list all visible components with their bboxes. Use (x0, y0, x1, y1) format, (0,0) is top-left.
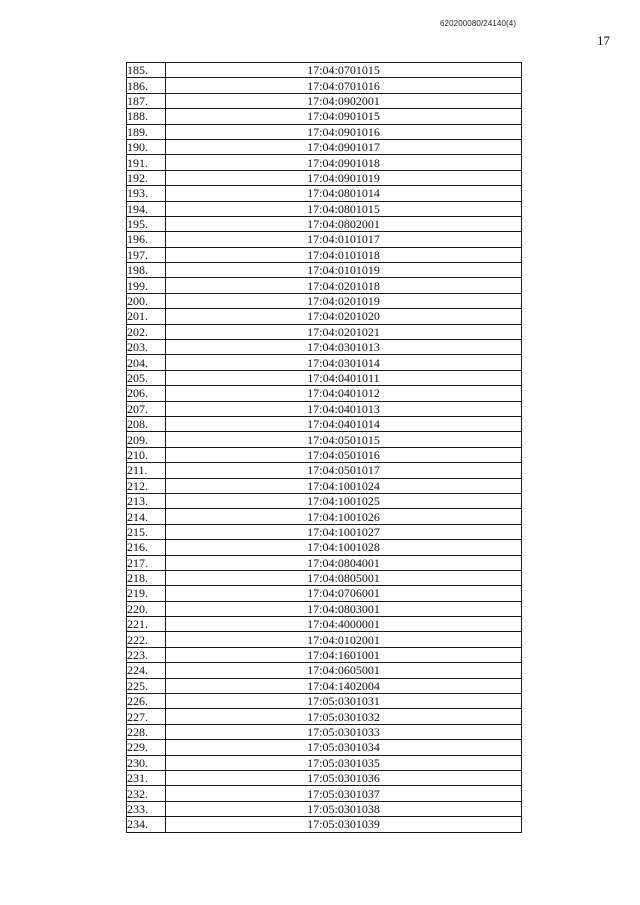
row-number: 189. (127, 124, 166, 139)
cadastral-number: 17:05:0301039 (166, 817, 522, 832)
cadastral-number: 17:04:0501016 (166, 447, 522, 462)
row-number: 206. (127, 386, 166, 401)
row-number: 193. (127, 186, 166, 201)
cadastral-number: 17:04:1001028 (166, 540, 522, 555)
table-row (127, 740, 522, 755)
row-number: 185. (127, 63, 166, 78)
cadastral-number: 17:04:0201018 (166, 278, 522, 293)
table-row (127, 186, 522, 201)
table-row (127, 817, 522, 832)
cadastral-number: 17:04:0301013 (166, 340, 522, 355)
cadastral-number: 17:04:0701015 (166, 63, 522, 78)
cadastral-number: 17:04:0101019 (166, 263, 522, 278)
cadastral-number: 17:04:0401013 (166, 401, 522, 416)
table-row (127, 216, 522, 231)
cadastral-number: 17:04:0706001 (166, 586, 522, 601)
page-number: 17 (597, 33, 610, 48)
table-row (127, 124, 522, 139)
cadastral-number: 17:04:1001024 (166, 478, 522, 493)
row-number: 220. (127, 601, 166, 616)
row-number: 198. (127, 263, 166, 278)
cadastral-number: 17:05:0301037 (166, 786, 522, 801)
table-row (127, 509, 522, 524)
row-number: 205. (127, 370, 166, 385)
row-number: 225. (127, 678, 166, 693)
cadastral-number: 17:04:0901019 (166, 170, 522, 185)
row-number: 223. (127, 647, 166, 662)
table-row (127, 724, 522, 739)
table-row (127, 247, 522, 262)
row-number: 217. (127, 555, 166, 570)
cadastral-number: 17:04:1001027 (166, 524, 522, 539)
cadastral-number: 17:04:0901017 (166, 139, 522, 154)
table-row (127, 770, 522, 785)
row-number: 208. (127, 416, 166, 431)
cadastral-number: 17:04:0501017 (166, 463, 522, 478)
cadastral-number: 17:04:1601001 (166, 647, 522, 662)
cadastral-number: 17:05:0301031 (166, 694, 522, 709)
cadastral-number: 17:05:0301038 (166, 801, 522, 816)
table-row (127, 63, 522, 78)
row-number: 218. (127, 570, 166, 585)
cadastral-number: 17:04:0801015 (166, 201, 522, 216)
cadastral-number: 17:04:0201019 (166, 293, 522, 308)
row-number: 228. (127, 724, 166, 739)
cadastral-number: 17:04:0101017 (166, 232, 522, 247)
document-id: 620200080/24140(4) (440, 19, 517, 28)
cadastral-number: 17:04:0401014 (166, 416, 522, 431)
row-number: 229. (127, 740, 166, 755)
table-row (127, 478, 522, 493)
table-row (127, 170, 522, 185)
table-row (127, 801, 522, 816)
table-row (127, 278, 522, 293)
row-number: 219. (127, 586, 166, 601)
cadastral-number: 17:04:0801014 (166, 186, 522, 201)
table-row (127, 78, 522, 93)
cadastral-table (126, 62, 522, 833)
table-row (127, 370, 522, 385)
row-number: 215. (127, 524, 166, 539)
row-number: 211. (127, 463, 166, 478)
cadastral-number: 17:04:0805001 (166, 570, 522, 585)
table-row (127, 386, 522, 401)
cadastral-number: 17:04:0803001 (166, 601, 522, 616)
cadastral-number: 17:04:1402004 (166, 678, 522, 693)
table-row (127, 263, 522, 278)
cadastral-number: 17:04:0201021 (166, 324, 522, 339)
cadastral-number: 17:04:0902001 (166, 93, 522, 108)
table-row (127, 755, 522, 770)
cadastral-number: 17:04:0901018 (166, 155, 522, 170)
table-row (127, 232, 522, 247)
row-number: 233. (127, 801, 166, 816)
cadastral-number: 17:04:4000001 (166, 617, 522, 632)
row-number: 212. (127, 478, 166, 493)
row-number: 201. (127, 309, 166, 324)
table-body (127, 63, 522, 833)
row-number: 200. (127, 293, 166, 308)
cadastral-number: 17:04:0802001 (166, 216, 522, 231)
cadastral-number: 17:04:0605001 (166, 663, 522, 678)
cadastral-number: 17:04:0901015 (166, 109, 522, 124)
row-number: 202. (127, 324, 166, 339)
row-number: 226. (127, 694, 166, 709)
table-row (127, 786, 522, 801)
table-row (127, 416, 522, 431)
table-row (127, 617, 522, 632)
row-number: 199. (127, 278, 166, 293)
table-row (127, 155, 522, 170)
cadastral-number: 17:04:0804001 (166, 555, 522, 570)
table-row (127, 463, 522, 478)
table-row (127, 355, 522, 370)
table-row (127, 694, 522, 709)
row-number: 216. (127, 540, 166, 555)
table-row (127, 601, 522, 616)
table-row (127, 109, 522, 124)
row-number: 221. (127, 617, 166, 632)
table-row (127, 555, 522, 570)
row-number: 222. (127, 632, 166, 647)
row-number: 234. (127, 817, 166, 832)
table-row (127, 293, 522, 308)
row-number: 214. (127, 509, 166, 524)
cadastral-number: 17:04:0701016 (166, 78, 522, 93)
row-number: 231. (127, 770, 166, 785)
cadastral-number: 17:05:0301035 (166, 755, 522, 770)
row-number: 186. (127, 78, 166, 93)
table-row (127, 447, 522, 462)
table-row (127, 647, 522, 662)
cadastral-number: 17:04:0401012 (166, 386, 522, 401)
cadastral-number: 17:04:0201020 (166, 309, 522, 324)
table-row (127, 324, 522, 339)
row-number: 227. (127, 709, 166, 724)
table-row (127, 139, 522, 154)
row-number: 188. (127, 109, 166, 124)
table-row (127, 586, 522, 601)
row-number: 207. (127, 401, 166, 416)
cadastral-number: 17:04:0102001 (166, 632, 522, 647)
row-number: 196. (127, 232, 166, 247)
table-row (127, 709, 522, 724)
row-number: 190. (127, 139, 166, 154)
row-number: 230. (127, 755, 166, 770)
table-row (127, 632, 522, 647)
table-row (127, 524, 522, 539)
cadastral-number: 17:05:0301033 (166, 724, 522, 739)
cadastral-number: 17:05:0301036 (166, 770, 522, 785)
row-number: 187. (127, 93, 166, 108)
table-row (127, 340, 522, 355)
table-row (127, 570, 522, 585)
cadastral-number: 17:04:1001026 (166, 509, 522, 524)
cadastral-number: 17:04:0901016 (166, 124, 522, 139)
cadastral-number: 17:04:1001025 (166, 493, 522, 508)
row-number: 210. (127, 447, 166, 462)
row-number: 203. (127, 340, 166, 355)
row-number: 197. (127, 247, 166, 262)
cadastral-number: 17:04:0101018 (166, 247, 522, 262)
table-row (127, 493, 522, 508)
row-number: 224. (127, 663, 166, 678)
row-number: 191. (127, 155, 166, 170)
table-row (127, 678, 522, 693)
row-number: 213. (127, 493, 166, 508)
row-number: 209. (127, 432, 166, 447)
table-row (127, 432, 522, 447)
row-number: 194. (127, 201, 166, 216)
table-row (127, 663, 522, 678)
row-number: 204. (127, 355, 166, 370)
cadastral-number: 17:05:0301032 (166, 709, 522, 724)
table-row (127, 309, 522, 324)
row-number: 192. (127, 170, 166, 185)
table-row (127, 540, 522, 555)
table-row (127, 401, 522, 416)
table-row (127, 93, 522, 108)
cadastral-number: 17:05:0301034 (166, 740, 522, 755)
row-number: 232. (127, 786, 166, 801)
cadastral-number: 17:04:0401011 (166, 370, 522, 385)
cadastral-number: 17:04:0501015 (166, 432, 522, 447)
cadastral-number: 17:04:0301014 (166, 355, 522, 370)
row-number: 195. (127, 216, 166, 231)
table-row (127, 201, 522, 216)
